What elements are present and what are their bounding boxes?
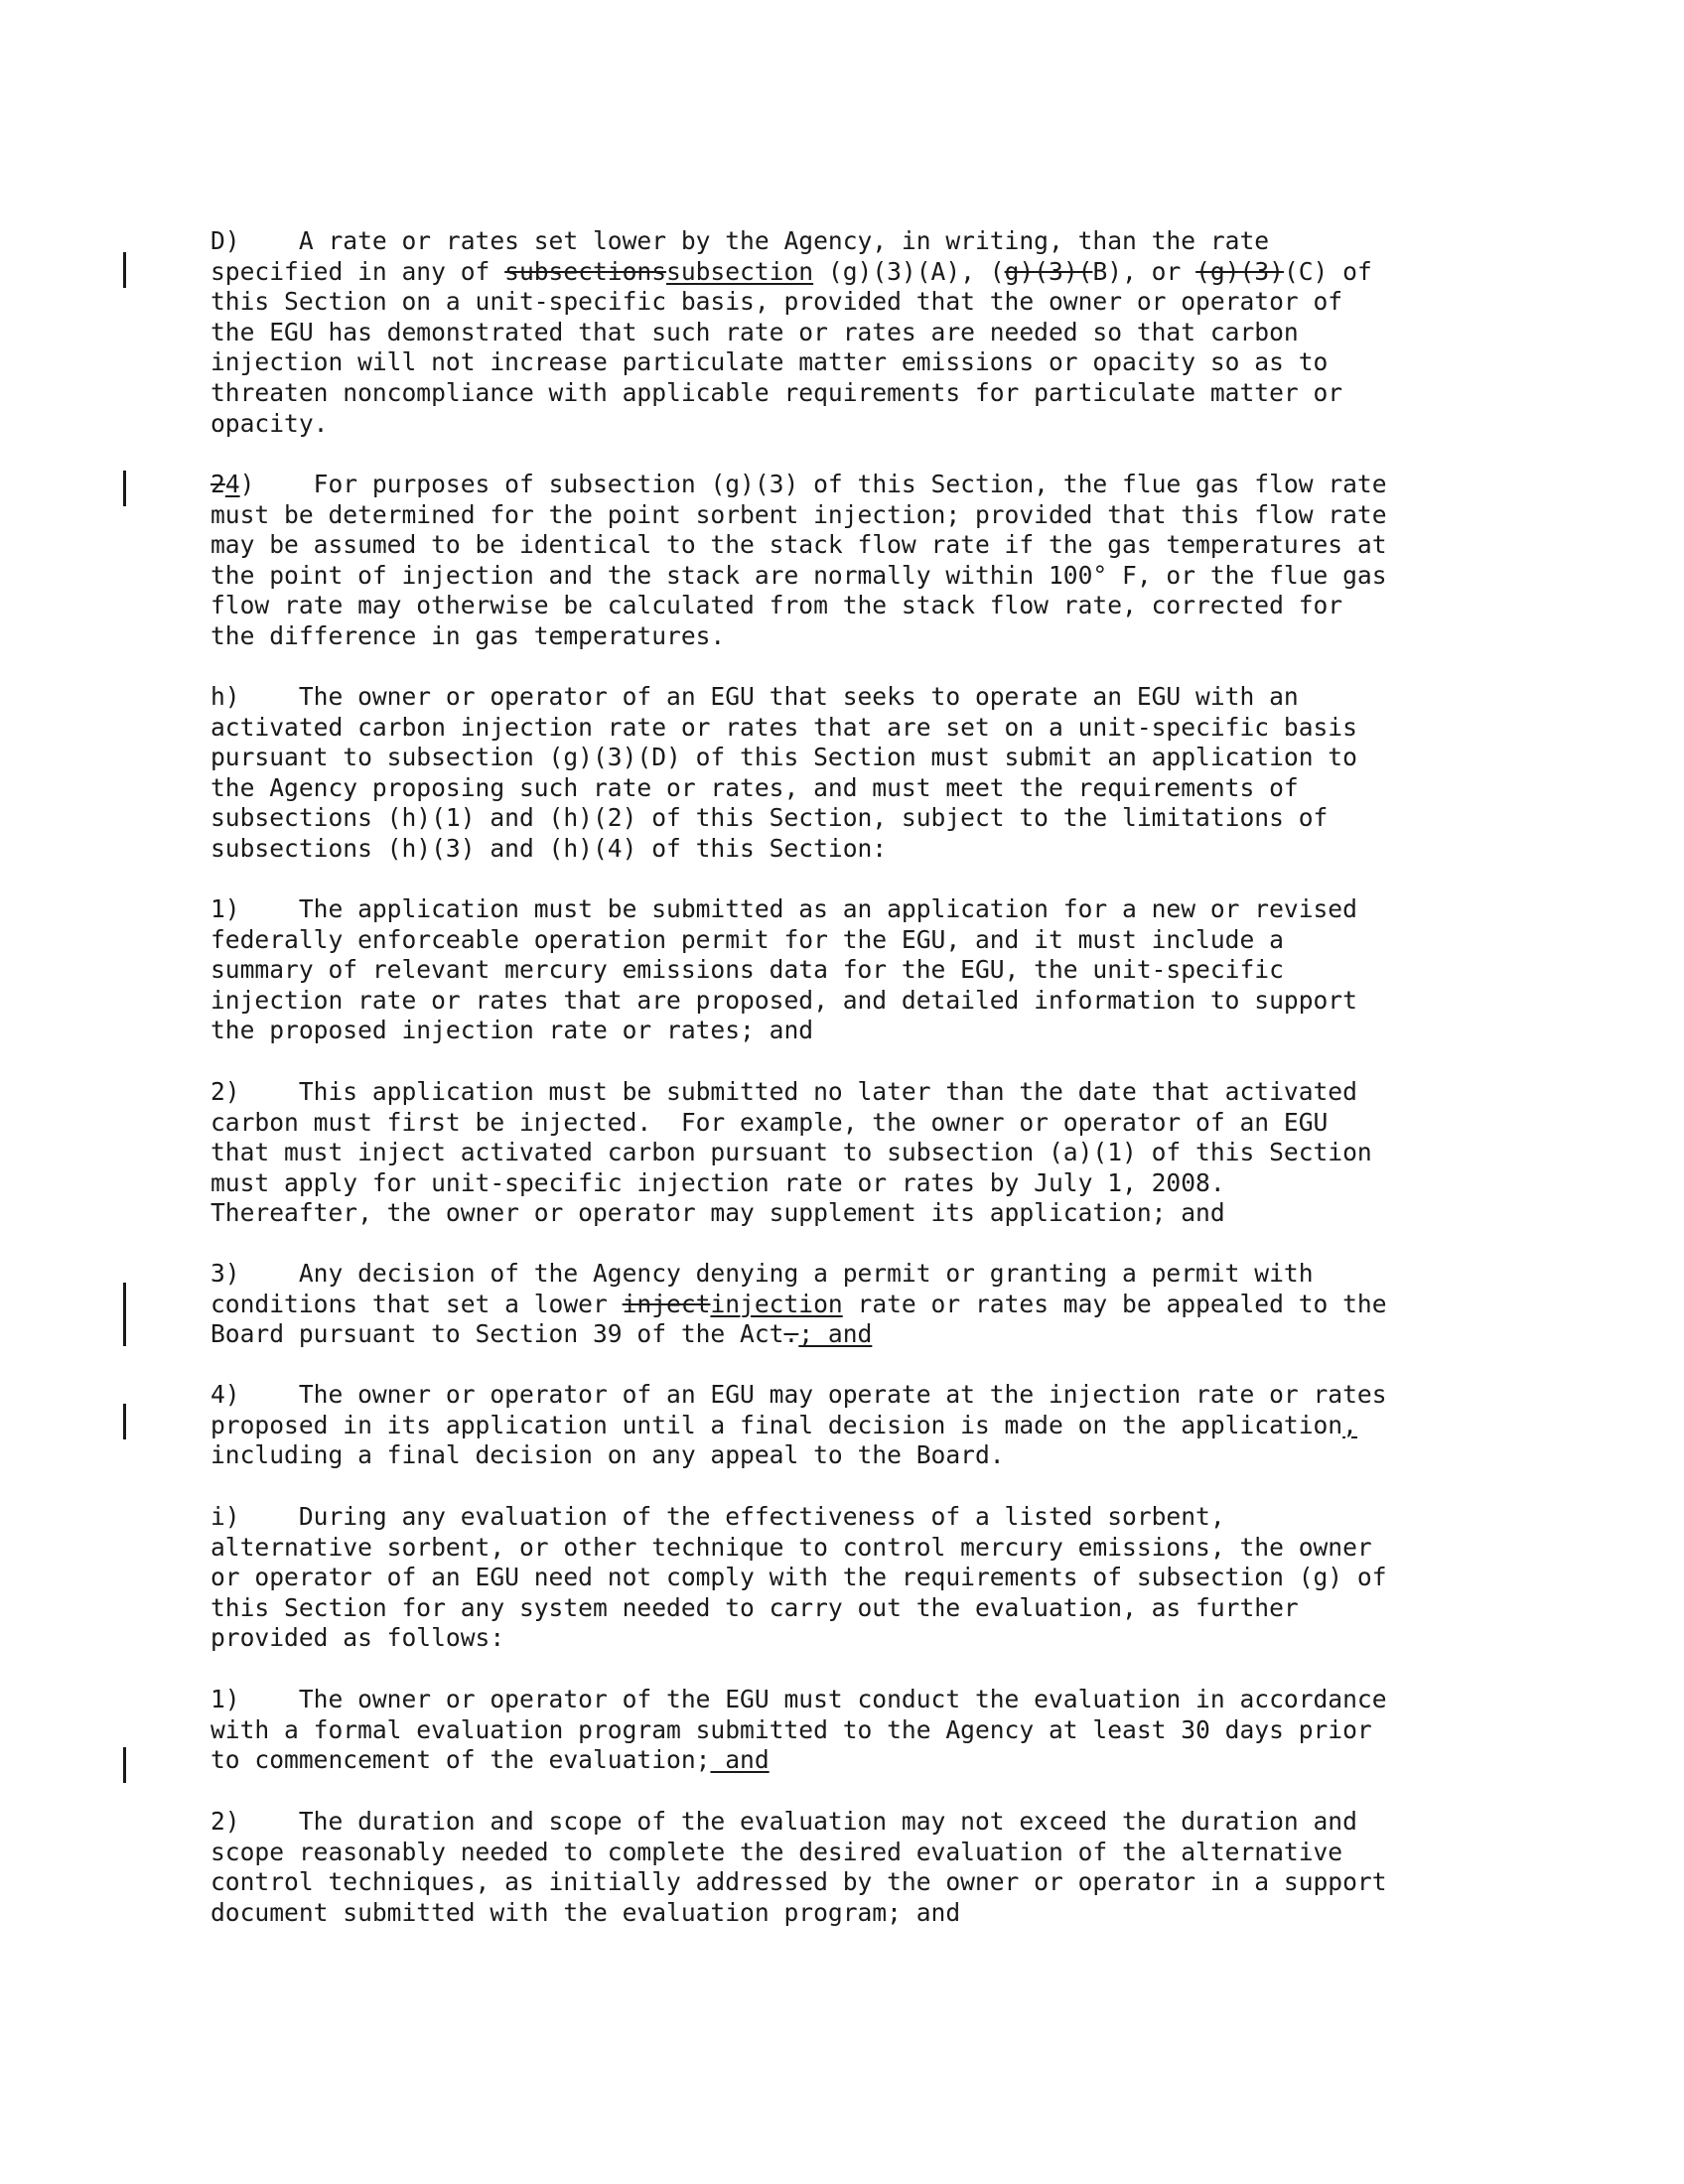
deleted-text: g)(3)( (1004, 256, 1093, 286)
text-line (210, 682, 1541, 713)
deleted-text: inject (622, 1289, 711, 1318)
text-line (210, 743, 1541, 773)
text-segment: 2) This application must be submitted no later than the date that activated (210, 1077, 1357, 1106)
text-segment: alternative sorbent, or other technique to control mercury emissions, the owner (210, 1532, 1372, 1562)
text-line (210, 257, 1541, 288)
text-segment: provided as follows: (210, 1623, 505, 1653)
text-line (210, 1745, 1541, 1776)
text-line (210, 834, 1541, 865)
text-segment: conditions that set a lower (210, 1289, 623, 1318)
text-line (210, 1593, 1541, 1624)
revision-bar (123, 252, 126, 288)
text-segment: to commencement of the evaluation; (210, 1745, 711, 1775)
revision-bar (123, 471, 126, 506)
text-line (210, 1108, 1541, 1139)
text-line (210, 925, 1541, 956)
text-line (210, 378, 1541, 409)
text-segment: the difference in gas temperatures. (210, 620, 726, 650)
text-line (210, 318, 1541, 348)
inserted-text: and (710, 1745, 770, 1775)
text-segment: document submitted with the evaluation program; and (210, 1897, 961, 1927)
text-segment: proposed in its application until a final decision is made on the application (210, 1410, 1343, 1439)
text-line (210, 409, 1541, 440)
text-segment: 1) The owner or operator of the EGU must conduct the evaluation in accordance (210, 1685, 1387, 1713)
text-segment: specified in any of (210, 256, 505, 286)
inserted-text: , (1342, 1410, 1357, 1439)
text-line (210, 1290, 1541, 1320)
revision-bar (123, 1283, 126, 1346)
paragraph-h (210, 682, 1541, 865)
text-line (210, 1563, 1541, 1593)
paragraph-i1 (210, 1685, 1541, 1776)
text-line (210, 1715, 1541, 1746)
text-line (210, 1867, 1541, 1898)
text-segment: 1) The application must be submitted as an application for a new or revised (210, 894, 1357, 923)
text-line (210, 1533, 1541, 1564)
text-line (210, 500, 1541, 531)
text-line (210, 1077, 1541, 1108)
inserted-text: ; and (798, 1319, 873, 1349)
deleted-text: (g)(3) (1195, 256, 1284, 286)
inserted-text: injection (710, 1289, 843, 1318)
text-line (210, 894, 1541, 925)
paragraph-h2 (210, 1077, 1541, 1229)
text-line (210, 530, 1541, 561)
paragraph-i (210, 1502, 1541, 1654)
text-segment: this Section on a unit-specific basis, provided that the owner or operator of (210, 287, 1343, 317)
text-segment: subsections (h)(1) and (h)(2) of this Section, subject to the limitations of (210, 803, 1329, 833)
text-segment: may be assumed to be identical to the stack flow rate if the gas temperatures at (210, 530, 1387, 560)
text-segment: i) During any evaluation of the effectiveness of a listed sorbent, (210, 1502, 1225, 1531)
text-line (210, 226, 1541, 257)
text-line (210, 1198, 1541, 1229)
text-line (210, 986, 1541, 1017)
text-segment: the Agency proposing such rate or rates, and must meet the requirements of (210, 772, 1299, 802)
paragraph-i2 (210, 1807, 1541, 1928)
text-line (210, 1138, 1541, 1168)
text-segment: this Section for any system needed to carry out the evaluation, as further (210, 1592, 1299, 1622)
text-line (210, 1168, 1541, 1199)
paragraph-h4 (210, 1380, 1541, 1471)
text-line (210, 1623, 1541, 1654)
text-segment: the proposed injection rate or rates; and (210, 1016, 814, 1045)
text-line (210, 470, 1541, 500)
text-segment: summary of relevant mercury emissions data for the EGU, the unit-specific (210, 955, 1284, 985)
text-line (210, 955, 1541, 986)
text-segment: federally enforceable operation permit for the EGU, and it must include a (210, 924, 1284, 954)
text-segment: must apply for unit-specific injection rate or rates by July 1, 2008. (210, 1167, 1225, 1197)
text-line (210, 287, 1541, 318)
text-segment: the EGU has demonstrated that such rate or rates are needed so that carbon (210, 317, 1299, 346)
paragraph-h3 (210, 1259, 1541, 1350)
text-line (210, 1502, 1541, 1533)
text-segment: that must inject activated carbon pursuant to subsection (a)(1) of this Section (210, 1138, 1372, 1167)
text-segment: or operator of an EGU need not comply with the requirements of subsection (g) of (210, 1563, 1387, 1592)
text-segment: Thereafter, the owner or operator may supplement its application; and (210, 1198, 1225, 1228)
text-segment: (g)(3)(A), ( (813, 256, 1005, 286)
text-segment: B), or (1092, 256, 1196, 286)
deleted-text: subsections (504, 256, 667, 286)
text-line (210, 803, 1541, 834)
text-segment: subsections (h)(3) and (h)(4) of this Section: (210, 833, 888, 863)
text-segment: activated carbon injection rate or rates that are set on a unit-specific basis (210, 712, 1357, 742)
text-line (210, 1259, 1541, 1290)
text-segment: with a formal evaluation program submitted to the Agency at least 30 days prior (210, 1714, 1372, 1744)
text-line (210, 713, 1541, 744)
deleted-text: . (783, 1319, 799, 1349)
text-segment: control techniques, as initially addressed by the owner or operator in a support (210, 1867, 1387, 1897)
text-line (210, 1319, 1541, 1350)
text-line (210, 1440, 1541, 1471)
text-line (210, 1380, 1541, 1411)
text-line (210, 1807, 1541, 1838)
text-segment: the point of injection and the stack are normally within 100° F, or the flue gas (210, 560, 1387, 590)
text-line (210, 1898, 1541, 1929)
text-segment: 4) The owner or operator of an EGU may operate at the injection rate or rates (210, 1380, 1387, 1409)
text-line (210, 1411, 1541, 1441)
text-line (210, 591, 1541, 621)
text-segment: threaten noncompliance with applicable requirements for particulate matter or (210, 377, 1343, 407)
text-segment: ) For purposes of subsection (g)(3) of this Section, the flue gas flow rate (239, 470, 1387, 498)
text-segment: D) A rate or rates set lower by the Agency, in writing, than the rate (210, 226, 1270, 255)
text-line (210, 1685, 1541, 1715)
text-segment: injection rate or rates that are proposed, and detailed information to support (210, 985, 1357, 1015)
text-line (210, 1838, 1541, 1868)
deleted-text: 2 (210, 470, 225, 498)
text-segment: including a final decision on any appeal to the Board. (210, 1440, 1005, 1470)
paragraph-4 (210, 470, 1541, 652)
text-segment: scope reasonably needed to complete the desired evaluation of the alternative (210, 1837, 1343, 1866)
text-line (210, 1016, 1541, 1046)
paragraph-D (210, 226, 1541, 439)
text-line (210, 621, 1541, 652)
text-line (210, 773, 1541, 804)
text-segment: pursuant to subsection (g)(3)(D) of this Section must submit an application to (210, 743, 1357, 772)
text-segment: carbon must first be injected. For example, the owner or operator of an EGU (210, 1107, 1329, 1137)
text-segment: opacity. (210, 408, 329, 438)
text-line (210, 347, 1541, 378)
text-segment: (C) of (1283, 256, 1372, 286)
inserted-text: 4 (224, 470, 240, 498)
text-segment: 3) Any decision of the Agency denying a permit or granting a permit with (210, 1259, 1314, 1288)
text-segment: 2) The duration and scope of the evaluation may not exceed the duration and (210, 1807, 1357, 1836)
text-segment: injection will not increase particulate matter emissions or opacity so as to (210, 347, 1329, 377)
text-segment: must be determined for the point sorbent injection; provided that this flow rate (210, 499, 1387, 529)
text-segment: h) The owner or operator of an EGU that seeks to operate an EGU with an (210, 682, 1299, 711)
revision-bar (123, 1404, 126, 1439)
text-segment: rate or rates may be appealed to the (842, 1289, 1387, 1318)
text-line (210, 561, 1541, 592)
text-segment: Board pursuant to Section 39 of the Act (210, 1319, 784, 1349)
text-segment: flow rate may otherwise be calculated from the stack flow rate, corrected for (210, 591, 1343, 620)
paragraph-h1 (210, 894, 1541, 1046)
inserted-text: subsection (666, 256, 814, 286)
revision-bar (123, 1747, 126, 1783)
